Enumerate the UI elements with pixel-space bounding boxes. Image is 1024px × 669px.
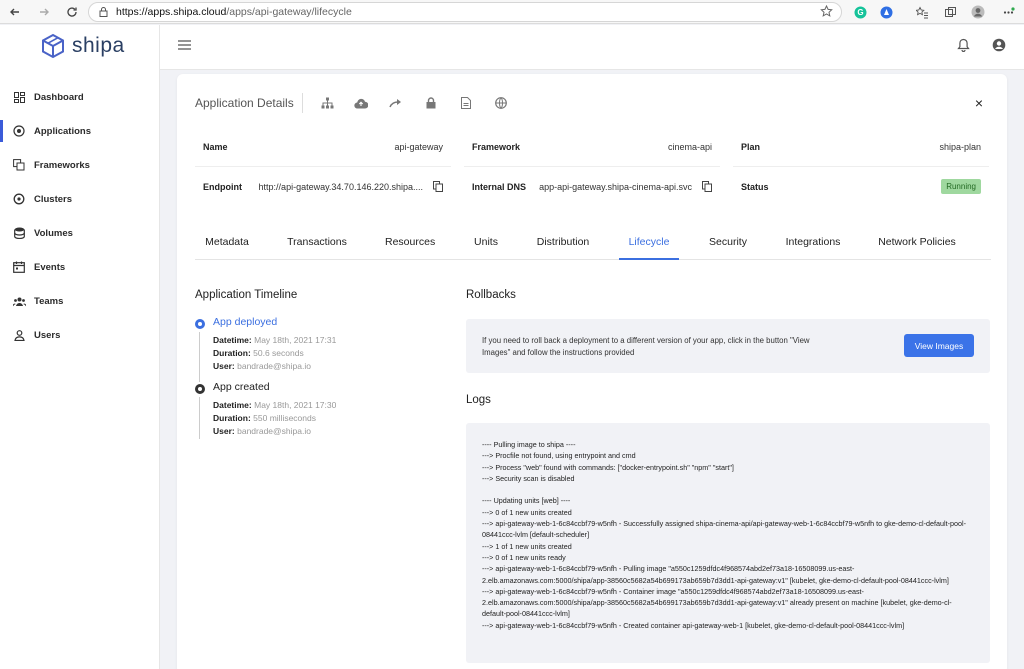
tab-integrations[interactable]: Integrations	[785, 236, 841, 248]
hamburger-menu-icon[interactable]	[178, 40, 191, 50]
profile-avatar-icon[interactable]	[970, 4, 986, 20]
rollbacks-description: If you need to roll back a deployment to a different version of your app, click in the button "View Images" and follow the instructions provided	[482, 336, 810, 357]
log-line: ---> 0 of 1 new units ready	[482, 552, 566, 562]
shipa-logo[interactable]	[40, 31, 125, 61]
reload-icon[interactable]	[61, 1, 83, 23]
framework-value: cinema-api	[667, 142, 712, 152]
timeline-heading: Application Timeline	[195, 289, 298, 301]
timeline-duration: Duration: 550 milliseconds	[213, 413, 316, 423]
collections-icon[interactable]	[942, 4, 958, 20]
back-icon[interactable]	[4, 1, 26, 23]
log-line: ---> 1 of 1 new units created	[482, 541, 572, 551]
svg-text:G: G	[856, 7, 864, 17]
sidebar-item-frameworks[interactable]	[0, 148, 160, 182]
topology-icon[interactable]	[319, 95, 335, 111]
log-line: ---> api-gateway-web-1-6c84ccbf79-w5nfh - Pulling image "a550c1259dfdc4f968574abd2ef73a18-16508099.us-east-2.elb.amazonaws.com:5000/shipa/app-38560c5682a54b699173ab659b7d3dd1-api-gateway:v1" [kubelet, gke-demo-cl-default-pool-08441ccc-lvlm]	[482, 564, 949, 585]
name-row	[195, 128, 451, 167]
document-icon[interactable]	[458, 95, 474, 111]
sidebar-item-teams[interactable]	[0, 284, 160, 318]
name-label: Name	[203, 142, 228, 152]
frameworks-icon	[12, 158, 26, 172]
sidebar-item-volumes[interactable]	[0, 216, 160, 250]
tab-resources[interactable]: Resources	[385, 236, 436, 248]
timeline-connector	[199, 397, 200, 439]
sidebar-nav	[0, 80, 160, 352]
timeline-dot	[195, 384, 205, 394]
title-divider	[302, 93, 303, 113]
endpoint-row	[195, 167, 451, 206]
timeline-item	[195, 381, 435, 438]
sidebar-item-applications[interactable]	[0, 114, 160, 148]
log-line: ---> api-gateway-web-1-6c84ccbf79-w5nfh - Successfully assigned shipa-cinema-api/api-gateway-web-1-6c84ccbf79-w5nfh to gke-demo-cl-default-pool-08441ccc-lvlm [default-scheduler]	[482, 519, 966, 540]
info-column-left	[195, 128, 451, 206]
tab-distribution[interactable]: Distribution	[536, 236, 590, 248]
timeline-item-title: App created	[213, 381, 270, 393]
volumes-icon	[12, 226, 26, 240]
bookmark-star-icon[interactable]	[820, 5, 833, 18]
sidebar-item-label: Teams	[34, 295, 64, 307]
applications-icon	[12, 124, 26, 138]
tab-security[interactable]: Security	[709, 236, 747, 248]
logo-text: shipa	[72, 34, 125, 57]
close-icon[interactable]: ×	[974, 95, 983, 111]
address-bar[interactable]	[88, 2, 842, 22]
extension-icon[interactable]	[878, 4, 894, 20]
timeline-duration: Duration: 50.6 seconds	[213, 348, 304, 358]
info-column-right	[733, 128, 989, 206]
sidebar-item-clusters[interactable]	[0, 182, 160, 216]
card-title: Application Details	[195, 96, 294, 110]
timeline-connector	[199, 332, 200, 382]
grammarly-extension-icon[interactable]	[852, 4, 868, 20]
log-line: ---> Process "web" found with commands: ["docker-entrypoint.sh" "npm" "start"]	[482, 462, 734, 472]
log-line: ---> api-gateway-web-1-6c84ccbf79-w5nfh - Created container api-gateway-web-1 [kubelet, gke-demo-cl-default-pool-08441ccc-lvlm]	[482, 620, 905, 630]
tab-bar	[195, 232, 991, 260]
log-line: ---- Updating units [web] ----	[482, 496, 571, 506]
timeline-user: User: bandrade@shipa.io	[213, 361, 311, 371]
sidebar	[0, 25, 160, 669]
status-badge: Running	[941, 179, 981, 194]
internal-dns-row	[464, 167, 720, 206]
info-column-middle	[464, 128, 720, 206]
plan-label: Plan	[741, 142, 761, 152]
log-line: ---> Security scan is disabled	[482, 473, 575, 483]
sidebar-item-dashboard[interactable]	[0, 80, 160, 114]
sidebar-item-label: Clusters	[34, 193, 73, 205]
teams-icon	[12, 294, 26, 308]
url-host: https://apps.shipa.cloud	[116, 6, 227, 18]
timeline-datetime: Datetime: May 18th, 2021 17:31	[213, 335, 337, 345]
copy-icon[interactable]	[433, 181, 443, 192]
sidebar-item-label: Users	[34, 329, 61, 341]
sidebar-item-label: Volumes	[34, 227, 73, 239]
internal-dns-label: Internal DNS	[472, 181, 527, 192]
logs-panel	[466, 423, 990, 663]
lock-icon	[99, 7, 108, 17]
timeline-datetime: Datetime: May 18th, 2021 17:30	[213, 400, 337, 410]
timeline-item-title: App deployed	[213, 316, 278, 328]
more-menu-icon[interactable]	[1000, 4, 1016, 20]
status-row	[733, 167, 989, 206]
framework-row	[464, 128, 720, 167]
internal-dns-value: app-api-gateway.shipa-cinema-api.svc	[539, 181, 692, 192]
account-icon[interactable]	[992, 38, 1006, 52]
log-line: ---> api-gateway-web-1-6c84ccbf79-w5nfh - Container image "a550c1259dfdc4f968574abd2ef73a18-16508099.us-east-2.elb.amazonaws.com:5000/shipa/app-38560c5682a54b699173ab659b7d3dd1-api-gateway:v1" already present on machine [kubelet, gke-demo-cl-default-pool-08441ccc-lvlm]	[482, 586, 952, 619]
deploy-forward-icon[interactable]	[388, 95, 404, 111]
log-line: ---- Pulling image to shipa ----	[482, 440, 576, 449]
tab-units[interactable]: Units	[474, 236, 498, 248]
log-line: ---> 0 of 1 new units created	[482, 507, 572, 517]
notifications-bell-icon[interactable]	[957, 38, 970, 52]
url-path: /apps/api-gateway/lifecycle	[226, 6, 352, 18]
top-header	[160, 25, 1024, 70]
forward-icon[interactable]	[33, 1, 55, 23]
name-value: api-gateway	[394, 142, 443, 152]
events-icon	[12, 260, 26, 274]
application-timeline	[195, 316, 435, 438]
timeline-item	[195, 316, 435, 381]
plan-value: shipa-plan	[939, 142, 981, 152]
dashboard-icon	[12, 90, 26, 104]
browser-toolbar	[0, 0, 1024, 24]
users-icon	[12, 328, 26, 342]
rollbacks-heading: Rollbacks	[466, 289, 516, 301]
sidebar-item-label: Frameworks	[34, 159, 90, 171]
tab-transactions[interactable]: Transactions	[287, 236, 347, 248]
plan-row	[733, 128, 989, 167]
copy-icon[interactable]	[702, 181, 712, 192]
sidebar-item-events[interactable]	[0, 250, 160, 284]
tab-metadata[interactable]: Metadata	[205, 236, 249, 248]
framework-label: Framework	[472, 142, 521, 152]
application-details-card	[177, 74, 1007, 669]
shipa-logo-icon	[40, 33, 66, 59]
rollbacks-panel	[466, 319, 990, 373]
status-label: Status	[741, 181, 769, 192]
favorites-icon[interactable]	[914, 4, 930, 20]
sidebar-item-label: Dashboard	[34, 91, 84, 103]
log-line	[482, 484, 974, 495]
sidebar-item-label: Applications	[34, 125, 92, 137]
endpoint-value[interactable]: http://api-gateway.34.70.146.220.shipa....	[258, 181, 423, 192]
tab-lifecycle[interactable]: Lifecycle	[619, 236, 679, 260]
endpoint-label: Endpoint	[203, 181, 242, 192]
logs-heading: Logs	[466, 394, 491, 406]
clusters-icon	[12, 192, 26, 206]
timeline-dot-active	[195, 319, 205, 329]
globe-icon[interactable]	[493, 95, 509, 111]
log-line: ---> Procfile not found, using entrypoint and cmd	[482, 451, 636, 461]
sidebar-item-users[interactable]	[0, 318, 160, 352]
view-images-button[interactable]: View Images	[904, 334, 974, 357]
sidebar-item-label: Events	[34, 261, 66, 273]
lock-icon[interactable]	[423, 95, 439, 111]
cloud-upload-icon[interactable]	[353, 95, 369, 111]
tab-network-policies[interactable]: Network Policies	[878, 236, 956, 248]
timeline-user: User: bandrade@shipa.io	[213, 426, 311, 436]
